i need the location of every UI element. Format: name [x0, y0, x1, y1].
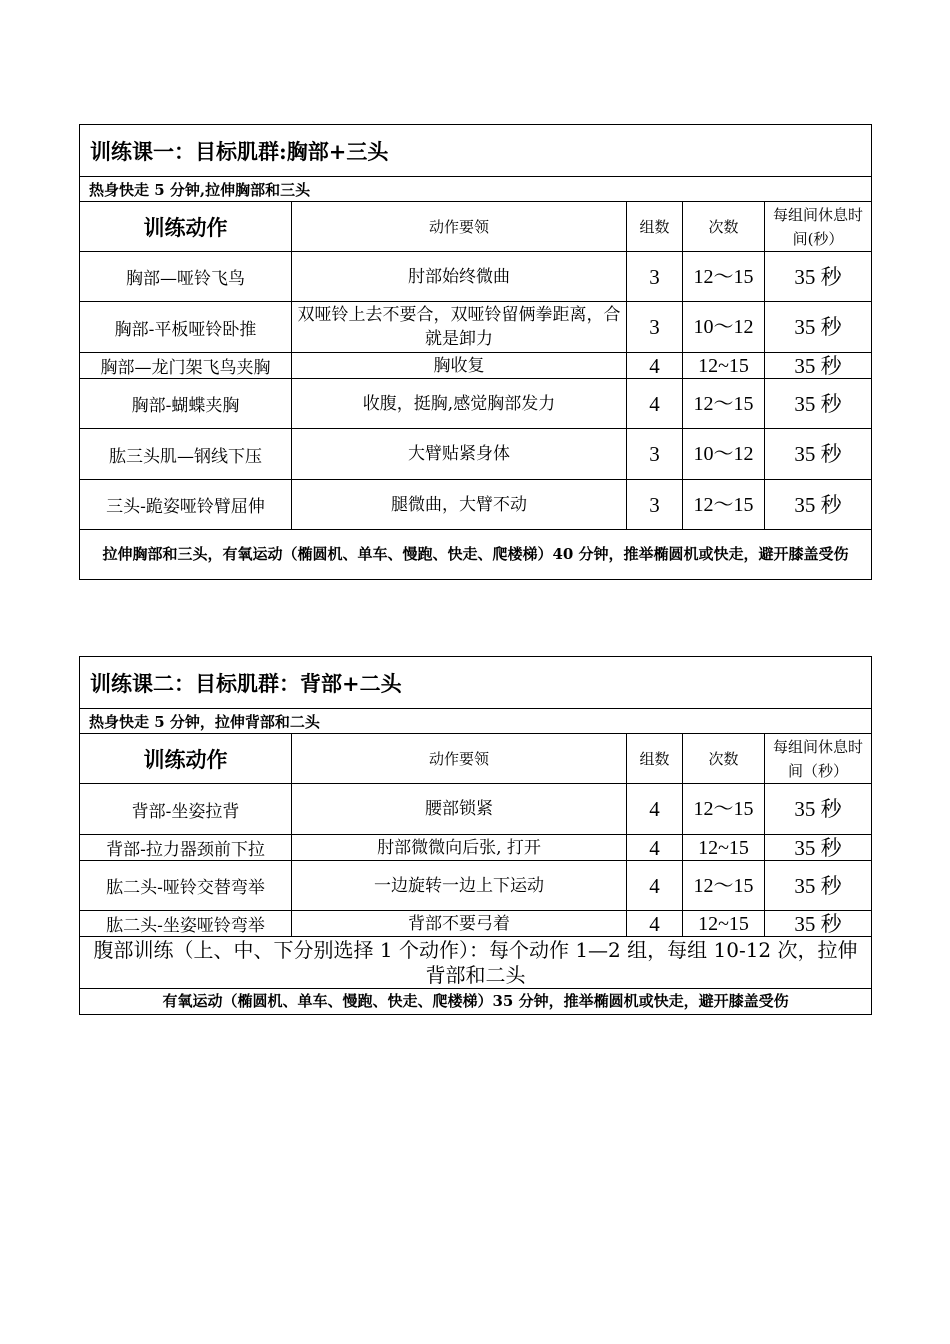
exercise-sets: 4	[627, 835, 683, 861]
lesson-1-title: 训练课一：目标肌群:胸部+三头	[80, 125, 872, 177]
exercise-rest: 35 秒	[765, 429, 872, 480]
table-row	[80, 353, 872, 379]
exercise-reps: 10～12	[683, 302, 765, 353]
exercise-sets: 3	[627, 480, 683, 530]
exercise-name: 肱二头-坐姿哑铃弯举	[80, 911, 292, 937]
exercise-name: 胸部—龙门架飞鸟夹胸	[80, 353, 292, 379]
exercise-sets: 4	[627, 379, 683, 429]
exercise-rest: 35 秒	[765, 911, 872, 937]
header-exercise: 训练动作	[80, 734, 292, 784]
exercise-sets: 3	[627, 302, 683, 353]
exercise-point: 大臂贴紧身体	[292, 429, 627, 480]
exercise-reps: 12~15	[683, 835, 765, 861]
lesson-2-title: 训练课二：目标肌群：背部+二头	[80, 657, 872, 709]
exercise-name: 肱三头肌—钢线下压	[80, 429, 292, 480]
exercise-reps: 12～15	[683, 252, 765, 302]
table-row	[80, 480, 872, 530]
exercise-sets: 4	[627, 353, 683, 379]
exercise-reps: 10～12	[683, 429, 765, 480]
lesson-1-warmup: 热身快走 5 分钟,拉伸胸部和三头	[80, 177, 872, 202]
header-rest: 每组间休息时间（秒）	[765, 734, 872, 784]
header-points: 动作要领	[292, 202, 627, 252]
exercise-point: 肘部微微向后张, 打开	[292, 835, 627, 861]
exercise-reps: 12～15	[683, 379, 765, 429]
exercise-rest: 35 秒	[765, 861, 872, 911]
exercise-reps: 12~15	[683, 353, 765, 379]
exercise-rest: 35 秒	[765, 480, 872, 530]
exercise-rest: 35 秒	[765, 302, 872, 353]
table-row	[80, 379, 872, 429]
exercise-name: 背部-坐姿拉背	[80, 784, 292, 835]
exercise-point: 肘部始终微曲	[292, 252, 627, 302]
exercise-reps: 12～15	[683, 784, 765, 835]
exercise-point: 腿微曲，大臂不动	[292, 480, 627, 530]
exercise-name: 肱二头-哑铃交替弯举	[80, 861, 292, 911]
exercise-name: 背部-拉力器颈前下拉	[80, 835, 292, 861]
exercise-rest: 35 秒	[765, 252, 872, 302]
exercise-point: 腰部锁紧	[292, 784, 627, 835]
lesson-2-abdomen: 腹部训练（上、中、下分别选择 1 个动作）：每个动作 1—2 组，每组 10-12 次，拉伸背部和二头	[80, 937, 872, 989]
header-reps: 次数	[683, 202, 765, 252]
table-row	[80, 861, 872, 911]
table-row	[80, 835, 872, 861]
exercise-sets: 4	[627, 784, 683, 835]
exercise-sets: 4	[627, 861, 683, 911]
lesson-2-table	[79, 656, 872, 1015]
exercise-rest: 35 秒	[765, 784, 872, 835]
exercise-reps: 12~15	[683, 911, 765, 937]
exercise-sets: 3	[627, 429, 683, 480]
table-row	[80, 429, 872, 480]
exercise-rest: 35 秒	[765, 353, 872, 379]
exercise-sets: 3	[627, 252, 683, 302]
exercise-name: 胸部-平板哑铃卧推	[80, 302, 292, 353]
table-row	[80, 252, 872, 302]
table-row	[80, 784, 872, 835]
lesson-2-warmup: 热身快走 5 分钟，拉伸背部和二头	[80, 709, 872, 734]
table-row	[80, 302, 872, 353]
header-sets: 组数	[627, 202, 683, 252]
exercise-name: 胸部-蝴蝶夹胸	[80, 379, 292, 429]
lesson-1-table	[79, 124, 872, 580]
exercise-name: 三头-跪姿哑铃臂屈伸	[80, 480, 292, 530]
exercise-reps: 12～15	[683, 861, 765, 911]
exercise-name: 胸部—哑铃飞鸟	[80, 252, 292, 302]
header-reps: 次数	[683, 734, 765, 784]
exercise-point: 收腹，挺胸,感觉胸部发力	[292, 379, 627, 429]
lesson-2-footer: 有氧运动（椭圆机、单车、慢跑、快走、爬楼梯）35 分钟，推举椭圆机或快走，避开膝盖受伤	[80, 989, 872, 1015]
table-row	[80, 911, 872, 937]
exercise-point: 背部不要弓着	[292, 911, 627, 937]
header-rest: 每组间休息时间(秒）	[765, 202, 872, 252]
exercise-point: 双哑铃上去不要合，双哑铃留俩拳距离，合就是卸力	[292, 302, 627, 353]
header-points: 动作要领	[292, 734, 627, 784]
exercise-reps: 12～15	[683, 480, 765, 530]
exercise-rest: 35 秒	[765, 835, 872, 861]
exercise-rest: 35 秒	[765, 379, 872, 429]
lesson-1-footer: 拉伸胸部和三头，有氧运动（椭圆机、单车、慢跑、快走、爬楼梯）40 分钟，推举椭圆机或快走，避开膝盖受伤	[80, 530, 872, 580]
exercise-sets: 4	[627, 911, 683, 937]
exercise-point: 一边旋转一边上下运动	[292, 861, 627, 911]
header-exercise: 训练动作	[80, 202, 292, 252]
header-sets: 组数	[627, 734, 683, 784]
exercise-point: 胸收复	[292, 353, 627, 379]
